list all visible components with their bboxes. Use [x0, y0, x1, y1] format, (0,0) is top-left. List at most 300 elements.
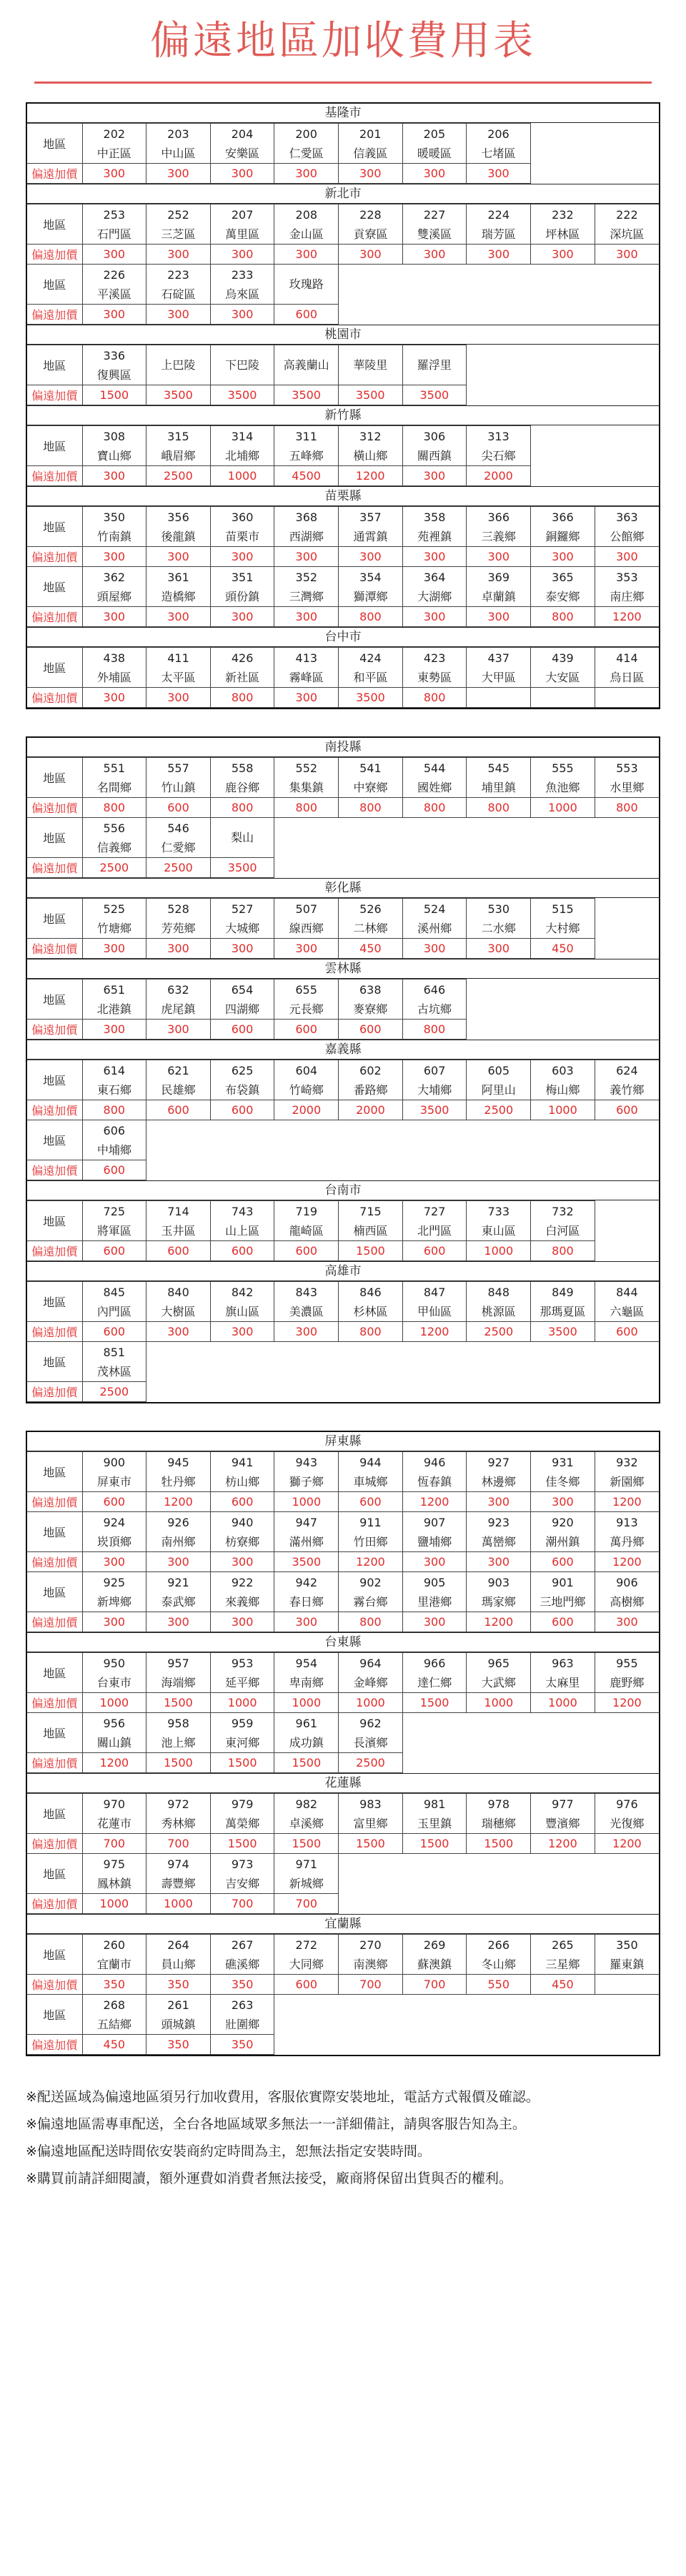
postal-code: 358 [423, 510, 446, 524]
district-name: 中山區 [161, 146, 196, 160]
empty-cell [339, 1995, 403, 2035]
district-name: 七堵區 [481, 146, 516, 160]
postal-code: 555 [552, 761, 574, 775]
empty-cell [402, 1382, 467, 1402]
rate-table [27, 425, 659, 486]
district-name: 鹽埔鄉 [417, 1534, 452, 1549]
postal-code: 842 [231, 1285, 254, 1299]
region-group [27, 184, 659, 325]
postal-code: 947 [295, 1515, 318, 1529]
surcharge-value: 1200 [467, 1612, 531, 1632]
empty-cell [595, 1894, 659, 1914]
district-name: 關西鎮 [417, 448, 452, 463]
surcharge-value: 3500 [402, 1100, 467, 1120]
empty-cell [595, 939, 659, 959]
area-cell [467, 124, 531, 164]
area-cell [467, 1060, 531, 1100]
surcharge-value: 3500 [274, 1552, 339, 1572]
area-cell [274, 345, 339, 385]
area-cell [82, 507, 146, 547]
area-cell [210, 426, 274, 466]
area-cell [402, 1572, 467, 1612]
surcharge-value: 1500 [402, 1693, 467, 1713]
postal-code: 973 [231, 1857, 254, 1871]
district-name: 達仁鄉 [417, 1675, 452, 1689]
surcharge-value: 300 [146, 547, 211, 567]
area-row [27, 818, 659, 858]
area-cell [210, 1282, 274, 1322]
empty-cell [530, 385, 595, 405]
fee-label: 偏遠加價 [27, 939, 82, 959]
surcharge-value: 300 [402, 1612, 467, 1632]
fee-row [27, 939, 659, 959]
surcharge-value: 800 [82, 1100, 146, 1120]
area-cell [210, 1854, 274, 1894]
empty-cell [595, 2035, 659, 2055]
district-name: 大埔鄉 [417, 1082, 452, 1097]
area-cell [210, 818, 274, 858]
empty-cell [402, 1120, 467, 1160]
postal-code: 361 [167, 570, 189, 584]
area-cell [595, 648, 659, 688]
area-cell [338, 426, 402, 466]
postal-code: 946 [423, 1455, 446, 1469]
region-group [27, 878, 659, 959]
empty-cell [595, 818, 659, 858]
region-group [27, 1432, 659, 1632]
postal-code: 530 [487, 902, 510, 916]
area-cell [146, 1653, 211, 1693]
empty-cell [274, 1995, 339, 2035]
area-cell [82, 265, 146, 305]
empty-cell [595, 1995, 659, 2035]
surcharge-value: 800 [339, 607, 403, 627]
district-name: 大同鄉 [289, 1957, 324, 1971]
area-cell [339, 1794, 403, 1834]
district-name: 五峰鄉 [289, 448, 324, 463]
empty-cell [595, 305, 659, 325]
postal-code: 978 [487, 1797, 510, 1811]
postal-code: 975 [103, 1857, 126, 1871]
area-cell [146, 1060, 211, 1100]
area-cell [274, 1854, 339, 1894]
surcharge-value: 1200 [595, 1693, 659, 1713]
postal-code: 958 [167, 1716, 189, 1730]
district-name: 二林鄉 [353, 921, 388, 935]
district-name: 杉林區 [353, 1304, 388, 1318]
empty-cell [531, 2035, 595, 2055]
surcharge-value: 1000 [146, 1894, 211, 1914]
district-name: 埔里鎮 [481, 780, 516, 794]
postal-code: 646 [423, 982, 446, 997]
area-cell [210, 1572, 274, 1612]
rate-table [27, 647, 659, 708]
region-name: 南投縣 [27, 738, 659, 757]
area-cell [467, 1935, 531, 1975]
area-cell [210, 1653, 274, 1693]
empty-cell [274, 2035, 339, 2055]
district-name: 大甲區 [481, 670, 516, 684]
postal-code: 201 [359, 127, 382, 141]
empty-cell [402, 858, 467, 878]
area-cell [402, 648, 467, 688]
district-name: 恆春鎮 [417, 1474, 452, 1489]
surcharge-value: 1200 [595, 1834, 659, 1854]
surcharge-value: 2500 [467, 1322, 531, 1342]
area-label: 地區 [27, 1282, 82, 1322]
empty-cell [531, 1854, 595, 1894]
region-group [27, 104, 659, 184]
district-name: 卑南鄉 [289, 1675, 324, 1689]
surcharge-value: 600 [146, 1100, 211, 1120]
district-name: 羅東鎮 [610, 1957, 645, 1971]
district-name: 滿州鄉 [289, 1534, 324, 1549]
district-name: 仁愛鄉 [161, 840, 196, 854]
surcharge-value: 1000 [274, 1492, 339, 1512]
surcharge-value: 1500 [339, 1241, 403, 1261]
empty-cell [467, 1894, 531, 1914]
region-name: 嘉義縣 [27, 1040, 659, 1060]
surcharge-value: 2500 [146, 466, 211, 486]
postal-code: 940 [231, 1515, 254, 1529]
surcharge-value: 2000 [467, 466, 531, 486]
postal-code: 932 [616, 1455, 638, 1469]
district-name: 富里鄉 [353, 1816, 388, 1830]
surcharge-value: 700 [274, 1894, 339, 1914]
area-row [27, 426, 659, 466]
surcharge-value: 800 [210, 688, 274, 708]
empty-cell [339, 265, 403, 305]
area-cell [82, 1120, 146, 1160]
district-name: 麥寮鄉 [353, 1002, 388, 1016]
empty-cell [595, 1342, 659, 1382]
postal-code: 439 [552, 651, 574, 665]
district-name: 壽豐鄉 [161, 1876, 196, 1890]
area-cell [467, 426, 531, 466]
area-label: 地區 [27, 758, 82, 798]
district-name: 三星鄉 [545, 1957, 580, 1971]
area-row [27, 1935, 659, 1975]
surcharge-value: 450 [531, 939, 595, 959]
surcharge-value: 700 [210, 1894, 274, 1914]
postal-code: 961 [295, 1716, 318, 1730]
area-row [27, 1120, 659, 1160]
district-name: 潮州鎮 [545, 1534, 580, 1549]
rate-table [27, 1451, 659, 1632]
area-cell [531, 567, 595, 607]
area-cell [339, 1512, 403, 1552]
area-cell [82, 124, 146, 164]
postal-code: 313 [487, 429, 509, 443]
district-name: 阿里山 [481, 1082, 516, 1097]
district-name: 林邊鄉 [481, 1474, 516, 1489]
surcharge-value: 3500 [210, 858, 274, 878]
area-cell [146, 899, 211, 939]
surcharge-value: 300 [274, 164, 339, 184]
district-name: 瑞穗鄉 [481, 1816, 516, 1830]
surcharge-value: 1500 [274, 1753, 339, 1773]
area-cell [146, 1713, 211, 1753]
surcharge-value: 1500 [210, 1753, 274, 1773]
postal-code: 200 [295, 127, 317, 141]
area-label: 地區 [27, 1854, 82, 1894]
area-cell [210, 1452, 274, 1492]
fee-row [27, 688, 659, 708]
surcharge-value: 3500 [146, 385, 211, 405]
fee-label: 偏遠加價 [27, 1975, 82, 1995]
area-cell [402, 507, 467, 547]
district-name: 雙溪區 [417, 227, 452, 241]
district-name: 義竹鄉 [610, 1082, 645, 1097]
empty-cell [531, 1160, 595, 1180]
surcharge-value: 300 [531, 1492, 595, 1512]
district-name: 竹塘鄉 [96, 921, 131, 935]
postal-code: 546 [167, 821, 189, 835]
empty-cell [595, 1753, 659, 1773]
postal-code: 844 [616, 1285, 638, 1299]
area-cell [595, 1794, 659, 1834]
empty-cell [146, 1342, 211, 1382]
rate-table [27, 1652, 659, 1773]
postal-code: 366 [552, 510, 574, 524]
area-cell [467, 1512, 531, 1552]
empty-cell [595, 345, 659, 385]
area-row [27, 1653, 659, 1693]
postal-code: 252 [167, 207, 189, 222]
area-cell [595, 1572, 659, 1612]
area-cell [82, 1342, 146, 1382]
area-cell [146, 426, 211, 466]
district-name: 大村鄉 [545, 921, 580, 935]
area-cell [467, 567, 531, 607]
postal-code: 733 [487, 1204, 510, 1218]
district-name: 民雄鄉 [161, 1082, 196, 1097]
surcharge-value: 600 [595, 1322, 659, 1342]
surcharge-value: 300 [467, 164, 531, 184]
empty-cell [210, 1160, 274, 1180]
area-cell [595, 1452, 659, 1492]
area-row [27, 1201, 659, 1241]
postal-code: 983 [359, 1797, 382, 1811]
district-name: 仁愛區 [289, 146, 324, 160]
empty-cell [274, 818, 339, 858]
district-name: 中寮鄉 [353, 780, 388, 794]
area-cell [146, 1854, 211, 1894]
postal-code: 556 [103, 821, 126, 835]
area-cell [531, 204, 595, 245]
surcharge-value: 300 [402, 547, 467, 567]
area-cell [339, 567, 403, 607]
note-line: ※偏遠地區配送時間依安裝商約定時間為主，恕無法指定安裝時間。 [26, 2143, 431, 2159]
area-cell [339, 1572, 403, 1612]
area-cell [82, 1713, 146, 1753]
area-cell [339, 1282, 403, 1322]
district-name: 南澳鄉 [353, 1957, 388, 1971]
surcharge-value: 600 [210, 1100, 274, 1120]
region-group [27, 959, 659, 1040]
area-cell [467, 1282, 531, 1322]
area-cell [82, 1452, 146, 1492]
district-name: 豐濱鄉 [545, 1816, 580, 1830]
rate-table [27, 757, 659, 878]
area-label: 地區 [27, 265, 82, 305]
fee-label: 偏遠加價 [27, 1753, 82, 1773]
notes [26, 2083, 660, 2214]
empty-cell [467, 1854, 531, 1894]
area-cell [595, 1512, 659, 1552]
postal-code: 264 [167, 1938, 189, 1952]
district-name: 北門區 [417, 1223, 452, 1238]
postal-code: 959 [231, 1716, 254, 1730]
empty-cell [467, 1713, 531, 1753]
surcharge-value: 600 [274, 1241, 339, 1261]
postal-code: 901 [552, 1575, 574, 1589]
district-name: 楠西區 [353, 1223, 388, 1238]
area-row [27, 1342, 659, 1382]
fee-row [27, 466, 659, 486]
empty-cell [339, 1160, 403, 1180]
area-cell [339, 758, 403, 798]
district-name: 大武鄉 [481, 1675, 516, 1689]
postal-code: 719 [295, 1204, 318, 1218]
surcharge-value: 1200 [595, 607, 659, 627]
postal-code: 621 [167, 1063, 189, 1077]
district-name: 新社區 [225, 670, 260, 684]
district-name: 溪州鄉 [417, 921, 452, 935]
empty-cell [531, 265, 595, 305]
region-group [27, 325, 659, 405]
area-label: 地區 [27, 1342, 82, 1382]
district-name: 頭城鎮 [161, 2017, 196, 2031]
region-group [27, 405, 659, 486]
district-name: 布袋鎮 [225, 1082, 260, 1097]
area-cell [274, 1935, 339, 1975]
district-name: 甲仙區 [417, 1304, 452, 1318]
surcharge-value: 450 [531, 1975, 595, 1995]
district-name: 大安區 [545, 670, 580, 684]
region-name: 台東縣 [27, 1632, 659, 1652]
area-cell [146, 1572, 211, 1612]
surcharge-value: 800 [531, 1241, 595, 1261]
area-cell [146, 758, 211, 798]
district-name: 太麻里 [545, 1675, 580, 1689]
area-cell [274, 507, 339, 547]
district-name: 頭份鎮 [225, 589, 260, 603]
surcharge-value: 600 [82, 1160, 146, 1180]
surcharge-value: 800 [402, 798, 467, 818]
postal-code: 557 [167, 761, 189, 775]
empty-cell [402, 1753, 467, 1773]
district-name: 秀林鄉 [161, 1816, 196, 1830]
surcharge-value: 300 [402, 1552, 467, 1572]
surcharge-value: 1500 [146, 1693, 211, 1713]
district-name: 名間鄉 [96, 780, 131, 794]
district-name: 金峰鄉 [353, 1675, 388, 1689]
postal-code: 205 [423, 127, 446, 141]
empty-cell [467, 345, 531, 385]
district-name: 長濱鄉 [353, 1735, 388, 1750]
surcharge-value: 600 [595, 1100, 659, 1120]
surcharge-value: 600 [82, 1322, 146, 1342]
area-cell [82, 1282, 146, 1322]
postal-code: 941 [231, 1455, 254, 1469]
surcharge-value: 300 [82, 1020, 146, 1040]
surcharge-value: 300 [531, 547, 595, 567]
surcharge-value: 600 [274, 305, 339, 325]
rate-blocks [0, 102, 686, 2056]
surcharge-value: 550 [467, 1975, 531, 1995]
postal-code: 624 [616, 1063, 638, 1077]
surcharge-value: 300 [146, 305, 211, 325]
fee-label: 偏遠加價 [27, 1693, 82, 1713]
surcharge-value: 600 [82, 1492, 146, 1512]
empty-cell [274, 1160, 339, 1180]
district-name: 四湖鄉 [225, 1002, 260, 1016]
surcharge-value: 600 [146, 798, 211, 818]
fee-label: 偏遠加價 [27, 466, 82, 486]
area-cell [467, 1572, 531, 1612]
postal-code: 525 [103, 902, 126, 916]
area-row [27, 979, 659, 1020]
empty-cell [274, 858, 339, 878]
empty-cell [467, 818, 531, 858]
surcharge-value: 300 [595, 547, 659, 567]
area-cell [339, 507, 403, 547]
district-name: 延平鄉 [225, 1675, 260, 1689]
postal-code: 352 [295, 570, 318, 584]
empty-cell [274, 1120, 339, 1160]
area-cell [339, 1935, 403, 1975]
postal-code: 846 [359, 1285, 382, 1299]
district-name: 信義區 [353, 146, 388, 160]
postal-code: 943 [295, 1455, 318, 1469]
surcharge-value: 1200 [146, 1492, 211, 1512]
area-cell [402, 1653, 467, 1693]
area-row [27, 1854, 659, 1894]
area-label: 地區 [27, 507, 82, 547]
postal-code: 369 [487, 570, 510, 584]
surcharge-value: 1500 [274, 1834, 339, 1854]
postal-code: 902 [359, 1575, 382, 1589]
area-row [27, 507, 659, 547]
empty-cell [402, 1854, 467, 1894]
postal-code: 261 [167, 1998, 189, 2012]
area-cell [274, 1060, 339, 1100]
empty-cell [467, 385, 531, 405]
area-cell [402, 1282, 467, 1322]
fee-row [27, 1492, 659, 1512]
postal-code: 202 [103, 127, 126, 141]
area-cell [531, 1452, 595, 1492]
fee-label: 偏遠加價 [27, 385, 82, 405]
empty-cell [530, 345, 595, 385]
postal-code: 269 [423, 1938, 446, 1952]
surcharge-value: 300 [274, 547, 339, 567]
empty-cell [339, 2035, 403, 2055]
postal-code: 632 [167, 982, 189, 997]
surcharge-value: 300 [146, 1552, 211, 1572]
rate-block [26, 736, 660, 1403]
area-cell [274, 1512, 339, 1552]
postal-code: 638 [359, 982, 382, 997]
postal-code: 357 [359, 510, 382, 524]
area-cell [210, 899, 274, 939]
surcharge-value: 300 [210, 547, 274, 567]
empty-cell [339, 1342, 403, 1382]
region-name: 花蓮縣 [27, 1773, 659, 1793]
district-name: 烏日區 [610, 670, 645, 684]
postal-code: 227 [423, 207, 446, 222]
